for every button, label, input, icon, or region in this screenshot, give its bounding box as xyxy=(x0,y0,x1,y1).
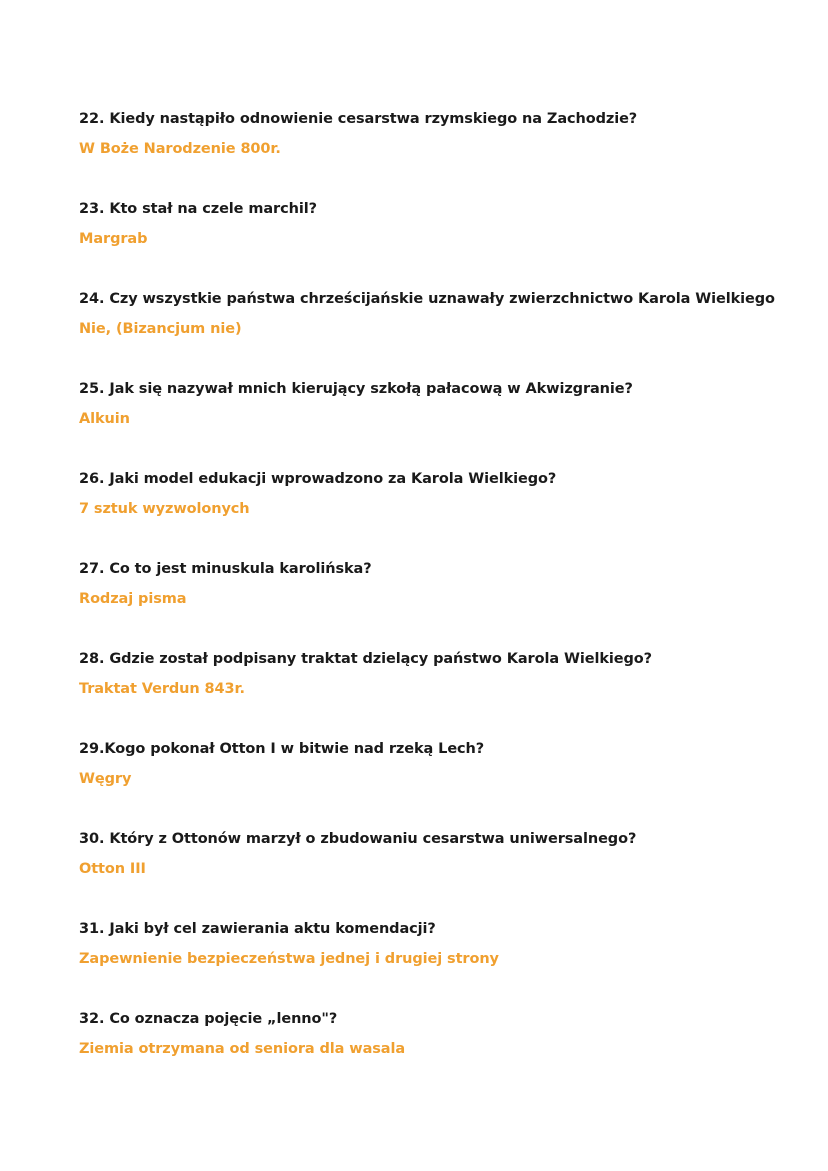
question-text: 29.Kogo pokonał Otton I w bitwie nad rzeką Lech? xyxy=(79,741,485,757)
qa-item-27 xyxy=(79,559,799,649)
question-text: 31. Jaki był cel zawierania aktu komendacji? xyxy=(79,921,436,937)
answer-text: Nie, (Bizancjum nie) xyxy=(79,321,242,337)
question-text: 22. Kiedy nastąpiło odnowienie cesarstwa rzymskiego na Zachodzie? xyxy=(79,111,638,127)
answer-text: W Boże Narodzenie 800r. xyxy=(79,141,281,157)
answer-text: Ziemia otrzymana od seniora dla wasala xyxy=(79,1041,406,1057)
answer-text: 7 sztuk wyzwolonych xyxy=(79,501,250,517)
answer-text: Otton III xyxy=(79,861,146,877)
qa-item-30 xyxy=(79,829,799,919)
qa-item-25 xyxy=(79,379,799,469)
qa-item-24 xyxy=(79,289,799,379)
answer-text: Węgry xyxy=(79,771,132,787)
question-text: 30. Który z Ottonów marzył o zbudowaniu cesarstwa uniwersalnego? xyxy=(79,831,637,847)
qa-item-28 xyxy=(79,649,799,739)
answer-text: Margrab xyxy=(79,231,148,247)
qa-list xyxy=(79,109,799,1099)
qa-item-23 xyxy=(79,199,799,289)
qa-item-31 xyxy=(79,919,799,1009)
answer-text: Traktat Verdun 843r. xyxy=(79,681,245,697)
question-text: 26. Jaki model edukacji wprowadzono za Karola Wielkiego? xyxy=(79,471,557,487)
qa-item-26 xyxy=(79,469,799,559)
qa-item-29 xyxy=(79,739,799,829)
question-text: 24. Czy wszystkie państwa chrześcijańskie uznawały zwierzchnictwo Karola Wielkiego xyxy=(79,291,775,307)
qa-item-22 xyxy=(79,109,799,199)
question-text: 28. Gdzie został podpisany traktat dzielący państwo Karola Wielkiego? xyxy=(79,651,652,667)
question-text: 32. Co oznacza pojęcie „lenno"? xyxy=(79,1011,338,1027)
question-text: 27. Co to jest minuskula karolińska? xyxy=(79,561,372,577)
answer-text: Alkuin xyxy=(79,411,130,427)
question-text: 25. Jak się nazywał mnich kierujący szkołą pałacową w Akwizgranie? xyxy=(79,381,633,397)
question-text: 23. Kto stał na czele marchil? xyxy=(79,201,317,217)
qa-item-32 xyxy=(79,1009,799,1099)
answer-text: Zapewnienie bezpieczeństwa jednej i drugiej strony xyxy=(79,951,499,967)
answer-text: Rodzaj pisma xyxy=(79,591,187,607)
